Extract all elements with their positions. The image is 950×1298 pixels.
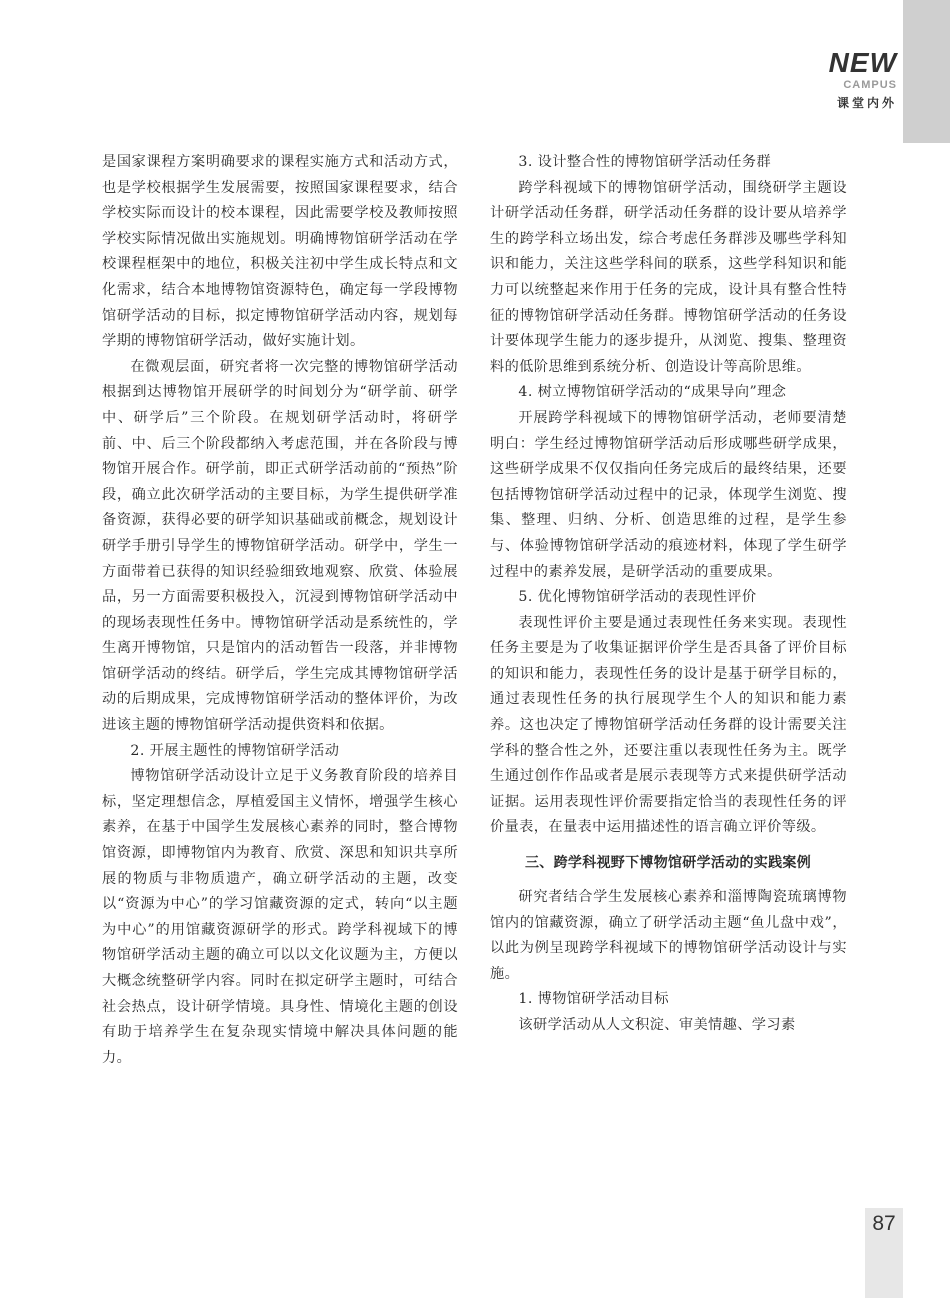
paragraph: 在微观层面，研究者将一次完整的博物馆研学活动根据到达博物馆开展研学的时间划分为“研学前、研学中、研学后”三个阶段。在规划研学活动时，将研学前、中、后三个阶段都纳入考虑范围，并在各阶段与博物馆开展合作。研学前，即正式研学活动前的“预热”阶段，确立此次研学活动的主要目标，为学生提供研学准备资源，获得必要的研学知识基础或前概念，规划设计研学手册引导学生的博物馆研学活动。研学中，学生一方面带着已获得的知识经验细致地观察、欣赏、体验展品，另一方面需要积极投入，沉浸到博物馆研学活动中的现场表现性任务中。博物馆研学活动是系统性的，学生离开博物馆，只是馆内的活动暂告一段落，并非博物馆研学活动的终结。研学后，学生完成其博物馆研学活动的后期成果，完成博物馆研学活动的整体评价，为改进该主题的博物馆研学活动提供资料和依据。 [102,358,458,734]
logo-campus-text: CAMPUS [843,79,897,91]
paragraph: 开展跨学科视域下的博物馆研学活动，老师要清楚明白：学生经过博物馆研学活动后形成哪些研学成果，这些研学成果不仅仅指向任务完成后的最终结果，还要包括博物馆研学活动过程中的记录，体现学生浏览、搜集、整理、归纳、分析、创造思维的过程，是学生参与、体验博物馆研学活动的痕迹材料，体现了学生研学过程中的素养发展，是研学活动的重要成果。 [490,409,847,580]
paragraph: 博物馆研学活动设计立足于义务教育阶段的培养目标，坚定理想信念，厚植爱国主义情怀，增强学生核心素养，在基于中国学生发展核心素养的同时，整合博物馆资源，即博物馆内为教育、欣赏、深思和知识共享所展的物质与非物质遗产，确立研学活动的主题，改变以“资源为中心”的学习馆藏资源的定式，转向“以主题为中心”的用馆藏资源研学的形式。跨学科视域下的博物馆研学活动主题的确立可以以文化议题为主，方便以大概念统整研学内容。同时在拟定研学主题时，可结合社会热点，设计研学情境。具身性、情境化主题的创设有助于培养学生在复杂现实情境中解决具体问题的能力。 [102,768,458,1066]
page-number: 87 [872,1212,896,1235]
paragraph: 跨学科视域下的博物馆研学活动，围绕研学主题设计研学活动任务群，研学活动任务群的设计要从培养学生的跨学科立场出发，综合考虑任务群涉及哪些学科知识和能力，关注这些学科间的联系，这些学科知识和能力可以统整起来作用于任务的完成，设计具有整合性特征的博物馆研学活动任务群。博物馆研学活动的任务设计要体现学生能力的逐步提升，从浏览、搜集、整理资料的低阶思维到系统分析、创造设计等高阶思维。 [490,179,847,375]
logo-new-text: NEW [828,47,897,78]
subsection-title: 4. 树立博物馆研学活动的“成果导向”理念 [518,384,787,401]
left-column [102,150,458,1071]
magazine-logo [829,48,897,111]
subsection-title: 2. 开展主题性的博物馆研学活动 [130,742,340,759]
paragraph: 是国家课程方案明确要求的课程实施方式和活动方式，也是学校根据学生发展需要，按照国家课程要求，结合学校实际而设计的校本课程，因此需要学校及教师按照学校实际情况做出实施规划。明确博物馆研学活动在学校课程框架中的地位，积极关注初中学生成长特点和文化需求，结合本地博物馆资源特色，确定每一学段博物馆研学活动的目标，拟定博物馆研学活动内容，规划每学期的博物馆研学活动，做好实施计划。 [102,154,458,350]
side-tab-top [903,0,950,143]
column-name: 课堂内外 [836,96,897,110]
right-column [490,150,847,1039]
subsection-title: 3. 设计整合性的博物馆研学活动任务群 [518,154,772,170]
section-heading: 三、跨学科视野下博物馆研学活动的实践案例 [525,855,811,872]
paragraph: 该研学活动从人文积淀、审美情趣、学习素 [518,1017,796,1033]
subsection-title: 1. 博物馆研学活动目标 [518,991,669,1008]
paragraph: 表现性评价主要是通过表现性任务来实现。表现性任务主要是为了收集证据评价学生是否具备了评价目标的知识和能力，表现性任务的设计是基于研学目标的，通过表现性任务的执行展现学生个人的知识和能力素养。这也决定了博物馆研学活动任务群的设计需要关注学科的整合性之外，还要注重以表现性任务为主。既学生通过创作作品或者是展示表现等方式来提供研学活动证据。运用表现性评价需要指定恰当的表现性任务的评价量表，在量表中运用描述性的语言确立评价等级。 [490,614,847,836]
paragraph: 研究者结合学生发展核心素养和淄博陶瓷琉璃博物馆内的馆藏资源，确立了研学活动主题“鱼儿盘中戏”，以此为例呈现跨学科视域下的博物馆研学活动设计与实施。 [490,889,847,982]
subsection-title: 5. 优化博物馆研学活动的表现性评价 [518,589,757,606]
